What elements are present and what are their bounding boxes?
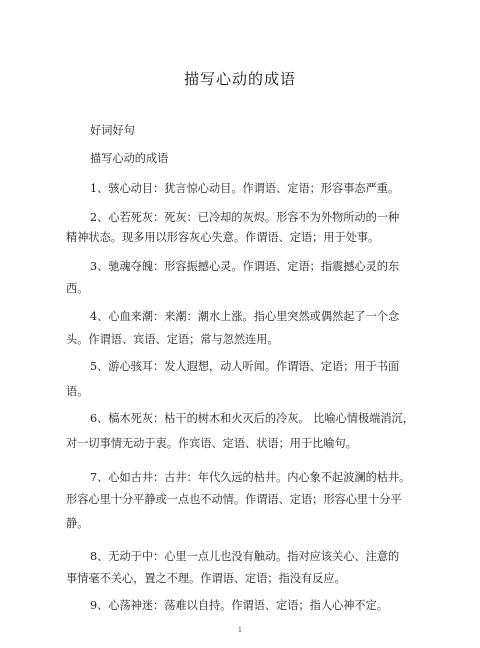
section-heading: 描写心动的成语 bbox=[90, 152, 169, 165]
entry-7-line-3: 静。 bbox=[66, 517, 89, 530]
document-title: 描写心动的成语 bbox=[183, 70, 296, 88]
entry-8-line-2: 事情毫不关心，置之不理。作谓语、定语；指没有反应。 bbox=[66, 572, 346, 585]
entry-3-line-1: 3、驰魂夺魄：形容振撼心灵。作谓语、定语；指震撼心灵的东 bbox=[90, 260, 400, 273]
entry-5-line-2: 语。 bbox=[66, 385, 89, 398]
entry-2-line-2: 精神状态。现多用以形容灰心失意。作谓语、定语；用于处事。 bbox=[66, 231, 380, 244]
entry-7-line-1: 7、心如古井：古井：年代久远的枯井。内心象不起波澜的枯井。 bbox=[90, 471, 411, 484]
page-number: 1 bbox=[237, 626, 243, 634]
entry-8-line-1: 8、无动于中：心里一点儿也没有触动。指对应该关心、注意的 bbox=[90, 550, 400, 563]
entry-9-line-1: 9、心荡神迷：荡难以自持。作谓语、定语；指人心神不定。 bbox=[90, 599, 388, 612]
entry-6-line-1: 6、槁木死灰：枯干的树木和火灭后的冷灰。 比喻心情极端消沉， bbox=[90, 412, 414, 425]
entry-4-line-1: 4、心血来潮：来潮：潮水上涨。指心里突然或偶然起了一个念 bbox=[90, 310, 400, 323]
entry-5-line-1: 5、游心骇耳：发人遐想，动人听闻。作谓语、定语；用于书面 bbox=[90, 360, 400, 373]
intro-heading: 好词好句 bbox=[90, 124, 135, 137]
entry-6-line-2: 对一切事情无动于衷。作宾语、定语、状语；用于比喻句。 bbox=[66, 437, 357, 450]
entry-1-line-1: 1、骇心动目：犹言惊心动目。作谓语、定语；形容事态严重。 bbox=[90, 182, 400, 195]
entry-2-line-1: 2、心若死灰：死灰：已冷却的灰烬。形容不为外物所动的一种 bbox=[90, 211, 400, 224]
entry-7-line-2: 形容心里十分平静或一点也不动情。作谓语、定语；形容心里十分平 bbox=[66, 493, 402, 506]
entry-4-line-2: 头。作谓语、宾语、定语；常与忽然连用。 bbox=[66, 333, 279, 346]
entry-3-line-2: 西。 bbox=[66, 282, 89, 295]
